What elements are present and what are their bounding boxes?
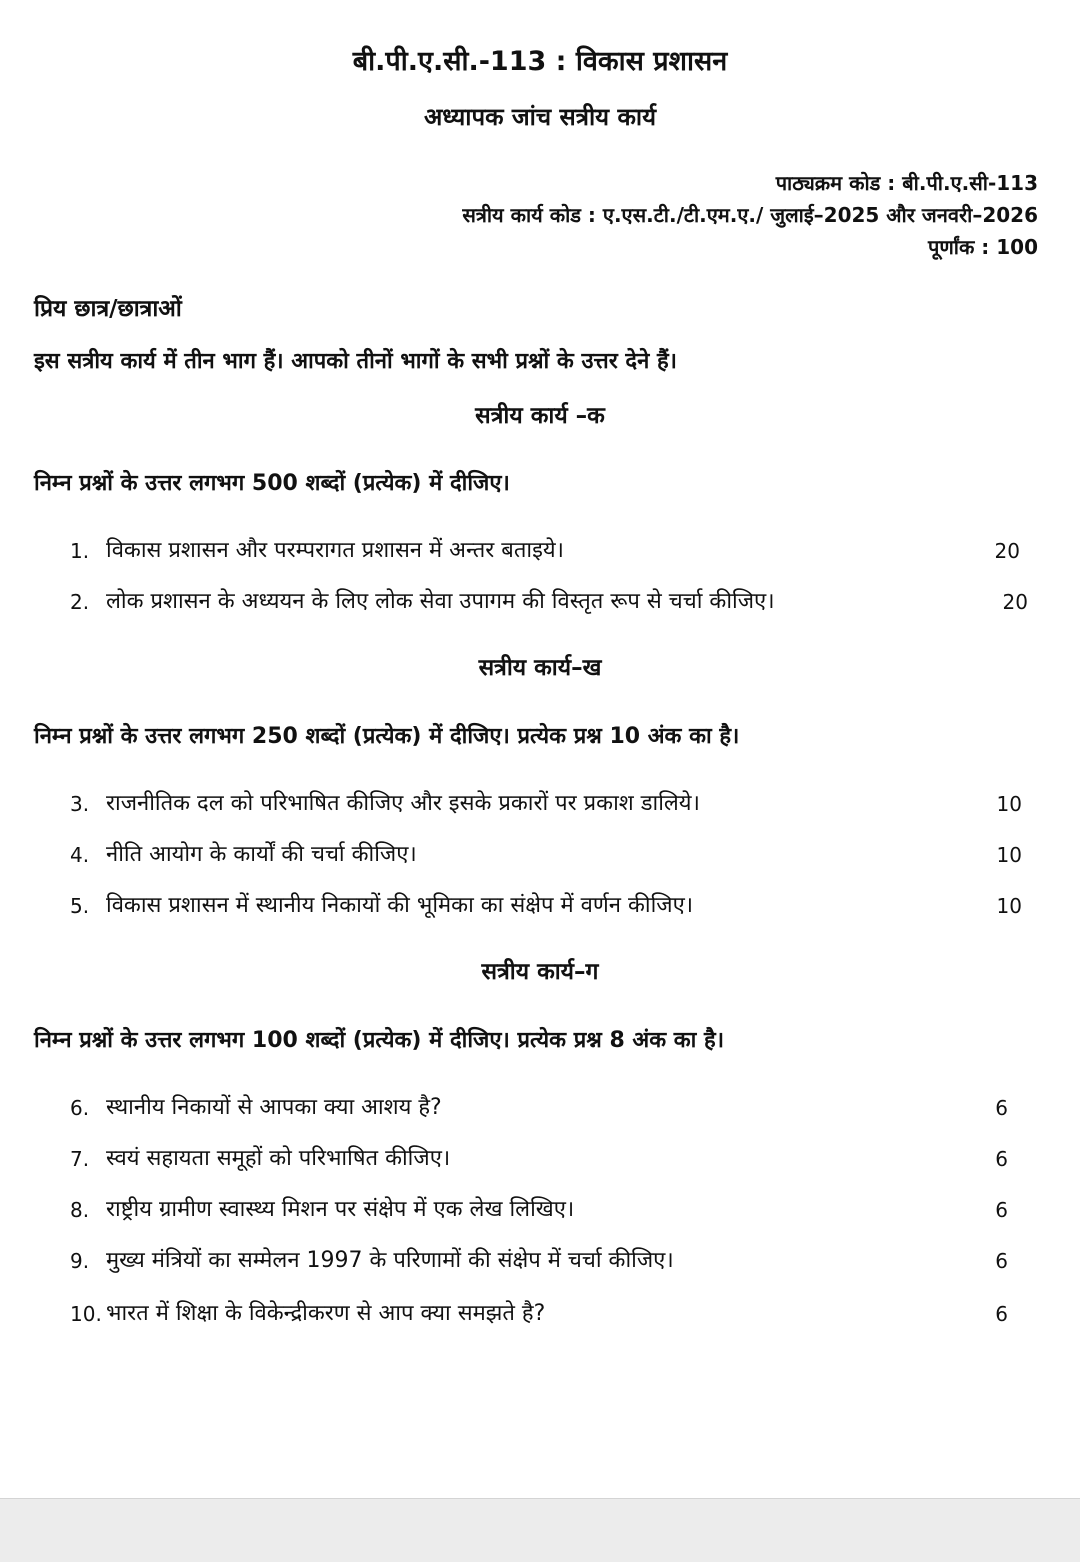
question-row — [0, 1088, 1080, 1128]
section-heading-a: सत्रीय कार्य –क — [475, 403, 605, 429]
page-subtitle: अध्यापक जांच सत्रीय कार्य — [423, 103, 657, 131]
question-row — [0, 1294, 1080, 1334]
page-title: बी.पी.ए.सी.-113 : विकास प्रशासन — [352, 46, 728, 77]
question-row — [0, 1139, 1080, 1179]
section-instruction-c: निम्न प्रश्नों के उत्तर लगभग 100 शब्दों (प्रत्येक) में दीजिए। प्रत्येक प्रश्न 8 अंक का है। — [34, 1028, 725, 1053]
question-row — [0, 582, 1080, 622]
question-text: लोक प्रशासन के अध्ययन के लिए लोक सेवा उपागम की विस्तृत रूप से चर्चा कीजिए। — [106, 589, 775, 614]
question-number: 5. — [70, 894, 90, 918]
intro-text: इस सत्रीय कार्य में तीन भाग हैं। आपको तीनों भागों के सभी प्रश्नों के उत्तर देने हैं। — [34, 349, 677, 374]
question-row — [0, 784, 1080, 824]
question-marks: 10 — [996, 843, 1022, 867]
question-number: 8. — [70, 1198, 90, 1222]
question-number: 6. — [70, 1096, 90, 1120]
question-marks: 20 — [1002, 590, 1028, 614]
question-number: 10. — [70, 1302, 102, 1326]
question-marks: 6 — [995, 1302, 1008, 1326]
question-text: विकास प्रशासन में स्थानीय निकायों की भूमिका का संक्षेप में वर्णन कीजिए। — [106, 893, 694, 918]
question-marks: 6 — [995, 1198, 1008, 1222]
question-text: मुख्य मंत्रियों का सम्मेलन 1997 के परिणामों की संक्षेप में चर्चा कीजिए। — [106, 1248, 674, 1273]
section-instruction-b: निम्न प्रश्नों के उत्तर लगभग 250 शब्दों (प्रत्येक) में दीजिए। प्रत्येक प्रश्न 10 अंक का है। — [34, 724, 740, 749]
question-row — [0, 531, 1080, 571]
max-marks: पूर्णांक : 100 — [927, 235, 1038, 259]
question-marks: 10 — [996, 792, 1022, 816]
section-instruction-a: निम्न प्रश्नों के उत्तर लगभग 500 शब्दों (प्रत्येक) में दीजिए। — [34, 471, 510, 496]
question-text: स्वयं सहायता समूहों को परिभाषित कीजिए। — [106, 1146, 451, 1171]
question-marks: 6 — [995, 1147, 1008, 1171]
question-row — [0, 1241, 1080, 1281]
question-text: भारत में शिक्षा के विकेन्द्रीकरण से आप क्या समझते है? — [106, 1301, 546, 1326]
course-code: पाठ्यक्रम कोड : बी.पी.ए.सी-113 — [775, 171, 1038, 195]
question-marks: 6 — [995, 1249, 1008, 1273]
question-number: 4. — [70, 843, 90, 867]
question-marks: 6 — [995, 1096, 1008, 1120]
question-text: स्थानीय निकायों से आपका क्या आशय है? — [106, 1095, 442, 1120]
question-marks: 20 — [994, 539, 1020, 563]
question-row — [0, 1190, 1080, 1230]
question-text: विकास प्रशासन और परम्परागत प्रशासन में अन्तर बताइये। — [106, 538, 564, 563]
question-number: 2. — [70, 590, 90, 614]
assignment-code: सत्रीय कार्य कोड : ए.एस.टी./टी.एम.ए./ जुलाई–2025 और जनवरी–2026 — [462, 203, 1038, 227]
question-text: राजनीतिक दल को परिभाषित कीजिए और इसके प्रकारों पर प्रकाश डालिये। — [106, 791, 700, 816]
question-number: 1. — [70, 539, 90, 563]
question-text: नीति आयोग के कार्यों की चर्चा कीजिए। — [106, 842, 417, 867]
question-number: 7. — [70, 1147, 90, 1171]
salutation: प्रिय छात्र/छात्राओं — [34, 296, 182, 322]
section-heading-b: सत्रीय कार्य–ख — [478, 655, 602, 681]
question-row — [0, 886, 1080, 926]
question-number: 3. — [70, 792, 90, 816]
section-heading-c: सत्रीय कार्य–ग — [481, 959, 599, 985]
question-row — [0, 835, 1080, 875]
question-text: राष्ट्रीय ग्रामीण स्वास्थ्य मिशन पर संक्षेप में एक लेख लिखिए। — [106, 1197, 575, 1222]
question-number: 9. — [70, 1249, 90, 1273]
question-marks: 10 — [996, 894, 1022, 918]
